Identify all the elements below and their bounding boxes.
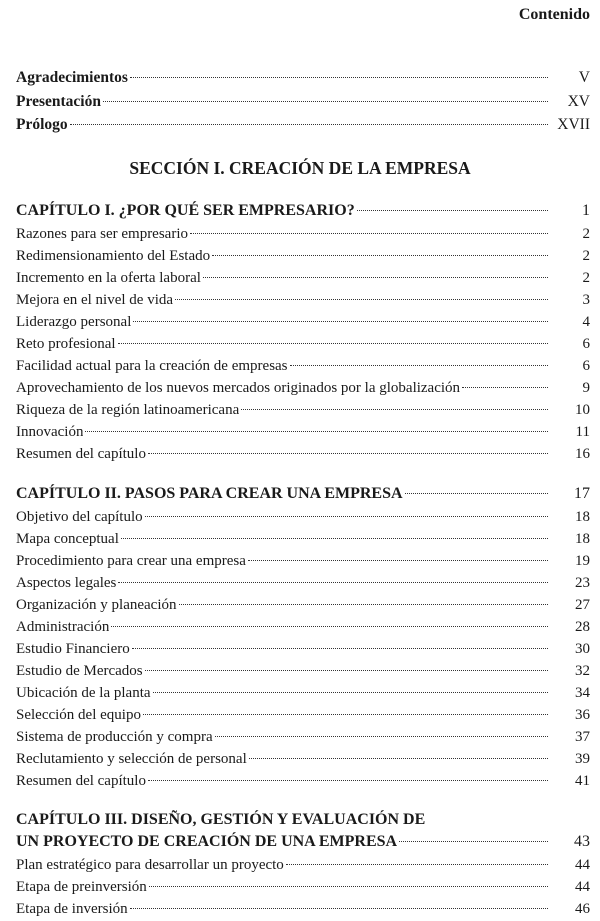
toc-entry-label: Innovación	[16, 424, 84, 440]
dot-leader	[175, 299, 548, 300]
toc-entry[interactable]	[16, 312, 590, 332]
dot-leader	[399, 841, 548, 842]
dot-leader	[286, 864, 548, 865]
toc-entry-page: V	[578, 69, 590, 86]
toc-entry-label: Procedimiento para crear una empresa	[16, 553, 246, 569]
dot-leader	[148, 453, 548, 454]
toc-entry-page: 4	[582, 314, 590, 330]
dot-leader	[121, 538, 548, 539]
dot-leader	[118, 582, 548, 583]
toc-entry-prologo[interactable]	[16, 115, 590, 135]
toc-entry[interactable]	[16, 639, 590, 659]
toc-entry-label: Liderazgo personal	[16, 314, 132, 330]
dot-leader	[148, 780, 548, 781]
toc-entry-label: Incremento en la oferta laboral	[16, 270, 201, 286]
toc-entry-page: 37	[575, 729, 590, 745]
toc-entry[interactable]	[16, 246, 590, 266]
dot-leader	[405, 493, 548, 494]
toc-entry-label: Reclutamiento y selección de personal	[16, 751, 247, 767]
toc-entry[interactable]	[16, 551, 590, 571]
toc-entry[interactable]	[16, 507, 590, 527]
toc-entry[interactable]	[16, 595, 590, 615]
toc-entry[interactable]	[16, 334, 590, 354]
toc-entry-label: Selección del equipo	[16, 707, 141, 723]
toc-entry-page: 23	[575, 575, 590, 591]
dot-leader	[132, 648, 548, 649]
toc-entry[interactable]	[16, 855, 590, 875]
toc-entry-page: 2	[582, 226, 590, 242]
toc-entry[interactable]	[16, 899, 590, 919]
toc-entry-page: 30	[575, 641, 590, 657]
toc-entry-agradecimientos[interactable]	[16, 68, 590, 88]
dot-leader	[85, 431, 548, 432]
dot-leader	[130, 908, 548, 909]
dot-leader	[70, 124, 548, 125]
toc-entry[interactable]	[16, 617, 590, 637]
dot-leader	[190, 233, 548, 234]
chapter-heading-2[interactable]	[16, 484, 590, 504]
toc-entry-page: 6	[582, 336, 590, 352]
toc-entry-page: 2	[582, 270, 590, 286]
toc-entry-page: 44	[575, 857, 590, 873]
toc-entry[interactable]	[16, 400, 590, 420]
chapter-heading-3-line1[interactable]: CAPÍTULO III. DISEÑO, GESTIÓN Y EVALUACIÓN DE	[16, 811, 426, 828]
toc-entry-page: 32	[575, 663, 590, 679]
toc-entry-page: 3	[582, 292, 590, 308]
chapter-title: UN PROYECTO DE CREACIÓN DE UNA EMPRESA	[16, 833, 398, 850]
dot-leader	[462, 387, 548, 388]
toc-entry-label: Reto profesional	[16, 336, 116, 352]
toc-entry-page: 18	[575, 531, 590, 547]
toc-entry[interactable]	[16, 378, 590, 398]
dot-leader	[118, 343, 548, 344]
toc-entry[interactable]	[16, 356, 590, 376]
toc-entry-page: 19	[575, 553, 590, 569]
toc-entry-page: 44	[575, 879, 590, 895]
toc-entry-page: 27	[575, 597, 590, 613]
dot-leader	[130, 77, 548, 78]
toc-entry-page: 10	[575, 402, 590, 418]
toc-entry-label: Estudio de Mercados	[16, 663, 143, 679]
toc-entry[interactable]	[16, 661, 590, 681]
toc-entry-page: 11	[575, 424, 590, 440]
toc-entry-label: Sistema de producción y compra	[16, 729, 213, 745]
toc-entry-presentacion[interactable]	[16, 92, 590, 112]
toc-entry[interactable]	[16, 224, 590, 244]
chapter-heading-3[interactable]	[16, 832, 590, 852]
dot-leader	[145, 670, 548, 671]
toc-entry[interactable]	[16, 529, 590, 549]
toc-entry-page: 36	[575, 707, 590, 723]
section-title: SECCIÓN I. CREACIÓN DE LA EMPRESA	[129, 158, 471, 178]
dot-leader	[111, 626, 548, 627]
toc-entry-page: 34	[575, 685, 590, 701]
toc-entry-page: 46	[575, 901, 590, 917]
toc-entry-label: Etapa de inversión	[16, 901, 128, 917]
chapter-title: CAPÍTULO II. PASOS PARA CREAR UNA EMPRESA	[16, 485, 403, 502]
toc-entry-page: XVII	[557, 116, 590, 133]
toc-entry[interactable]	[16, 749, 590, 769]
toc-entry-label: Mapa conceptual	[16, 531, 119, 547]
toc-entry[interactable]	[16, 268, 590, 288]
toc-entry-label: Facilidad actual para la creación de empresas	[16, 358, 288, 374]
dot-leader	[153, 692, 548, 693]
dot-leader	[145, 516, 548, 517]
toc-entry-label: Etapa de preinversión	[16, 879, 147, 895]
dot-leader	[133, 321, 548, 322]
toc-entry-label: Resumen del capítulo	[16, 446, 146, 462]
toc-entry-label: Plan estratégico para desarrollar un proyecto	[16, 857, 284, 873]
chapter-page: 43	[574, 833, 590, 850]
dot-leader	[249, 758, 548, 759]
toc-entry[interactable]	[16, 683, 590, 703]
toc-entry[interactable]	[16, 877, 590, 897]
toc-entry-page: 6	[582, 358, 590, 374]
toc-entry-label: Aspectos legales	[16, 575, 117, 591]
dot-leader	[357, 210, 548, 211]
toc-entry-label: Redimensionamiento del Estado	[16, 248, 211, 264]
toc-entry[interactable]	[16, 705, 590, 725]
dot-leader	[149, 886, 548, 887]
page-title: Contenido	[518, 6, 590, 23]
toc-entry-label: Administración	[16, 619, 110, 635]
toc-entry[interactable]	[16, 422, 590, 442]
toc-entry-label: Mejora en el nivel de vida	[16, 292, 174, 308]
toc-entry-label: Ubicación de la planta	[16, 685, 151, 701]
chapter-page: 1	[582, 202, 590, 219]
toc-entry-label: Resumen del capítulo	[16, 773, 146, 789]
dot-leader	[241, 409, 548, 410]
toc-entry-label: Riqueza de la región latinoamericana	[16, 402, 240, 418]
dot-leader	[179, 604, 549, 605]
toc-entry-label: Presentación	[16, 93, 101, 110]
toc-entry-page: 28	[575, 619, 590, 635]
dot-leader	[103, 101, 548, 102]
toc-entry-page: 41	[575, 773, 590, 789]
dot-leader	[248, 560, 548, 561]
dot-leader	[212, 255, 548, 256]
toc-entry-page: 39	[575, 751, 590, 767]
toc-entry[interactable]	[16, 771, 590, 791]
toc-entry-label: Estudio Financiero	[16, 641, 130, 657]
dot-leader	[203, 277, 548, 278]
toc-entry[interactable]	[16, 573, 590, 593]
dot-leader	[290, 365, 548, 366]
toc-entry-page: 16	[575, 446, 590, 462]
toc-entry[interactable]	[16, 444, 590, 464]
toc-entry[interactable]	[16, 290, 590, 310]
chapter-title: CAPÍTULO I. ¿POR QUÉ SER EMPRESARIO?	[16, 202, 355, 219]
chapter-heading-1[interactable]	[16, 201, 590, 221]
toc-entry-label: Aprovechamiento de los nuevos mercados originados por la globalización	[16, 380, 461, 396]
toc-entry-label: Agradecimientos	[16, 69, 128, 86]
toc-entry-label: Objetivo del capítulo	[16, 509, 143, 525]
toc-entry-page: 18	[575, 509, 590, 525]
dot-leader	[143, 714, 548, 715]
toc-entry-label: Razones para ser empresario	[16, 226, 189, 242]
toc-entry-page: 2	[582, 248, 590, 264]
toc-entry-page: XV	[567, 93, 590, 110]
toc-entry-label: Organización y planeación	[16, 597, 177, 613]
toc-entry-label: Prólogo	[16, 116, 68, 133]
toc-entry[interactable]	[16, 727, 590, 747]
dot-leader	[215, 736, 548, 737]
chapter-page: 17	[574, 485, 590, 502]
toc-entry-page: 9	[582, 380, 590, 396]
